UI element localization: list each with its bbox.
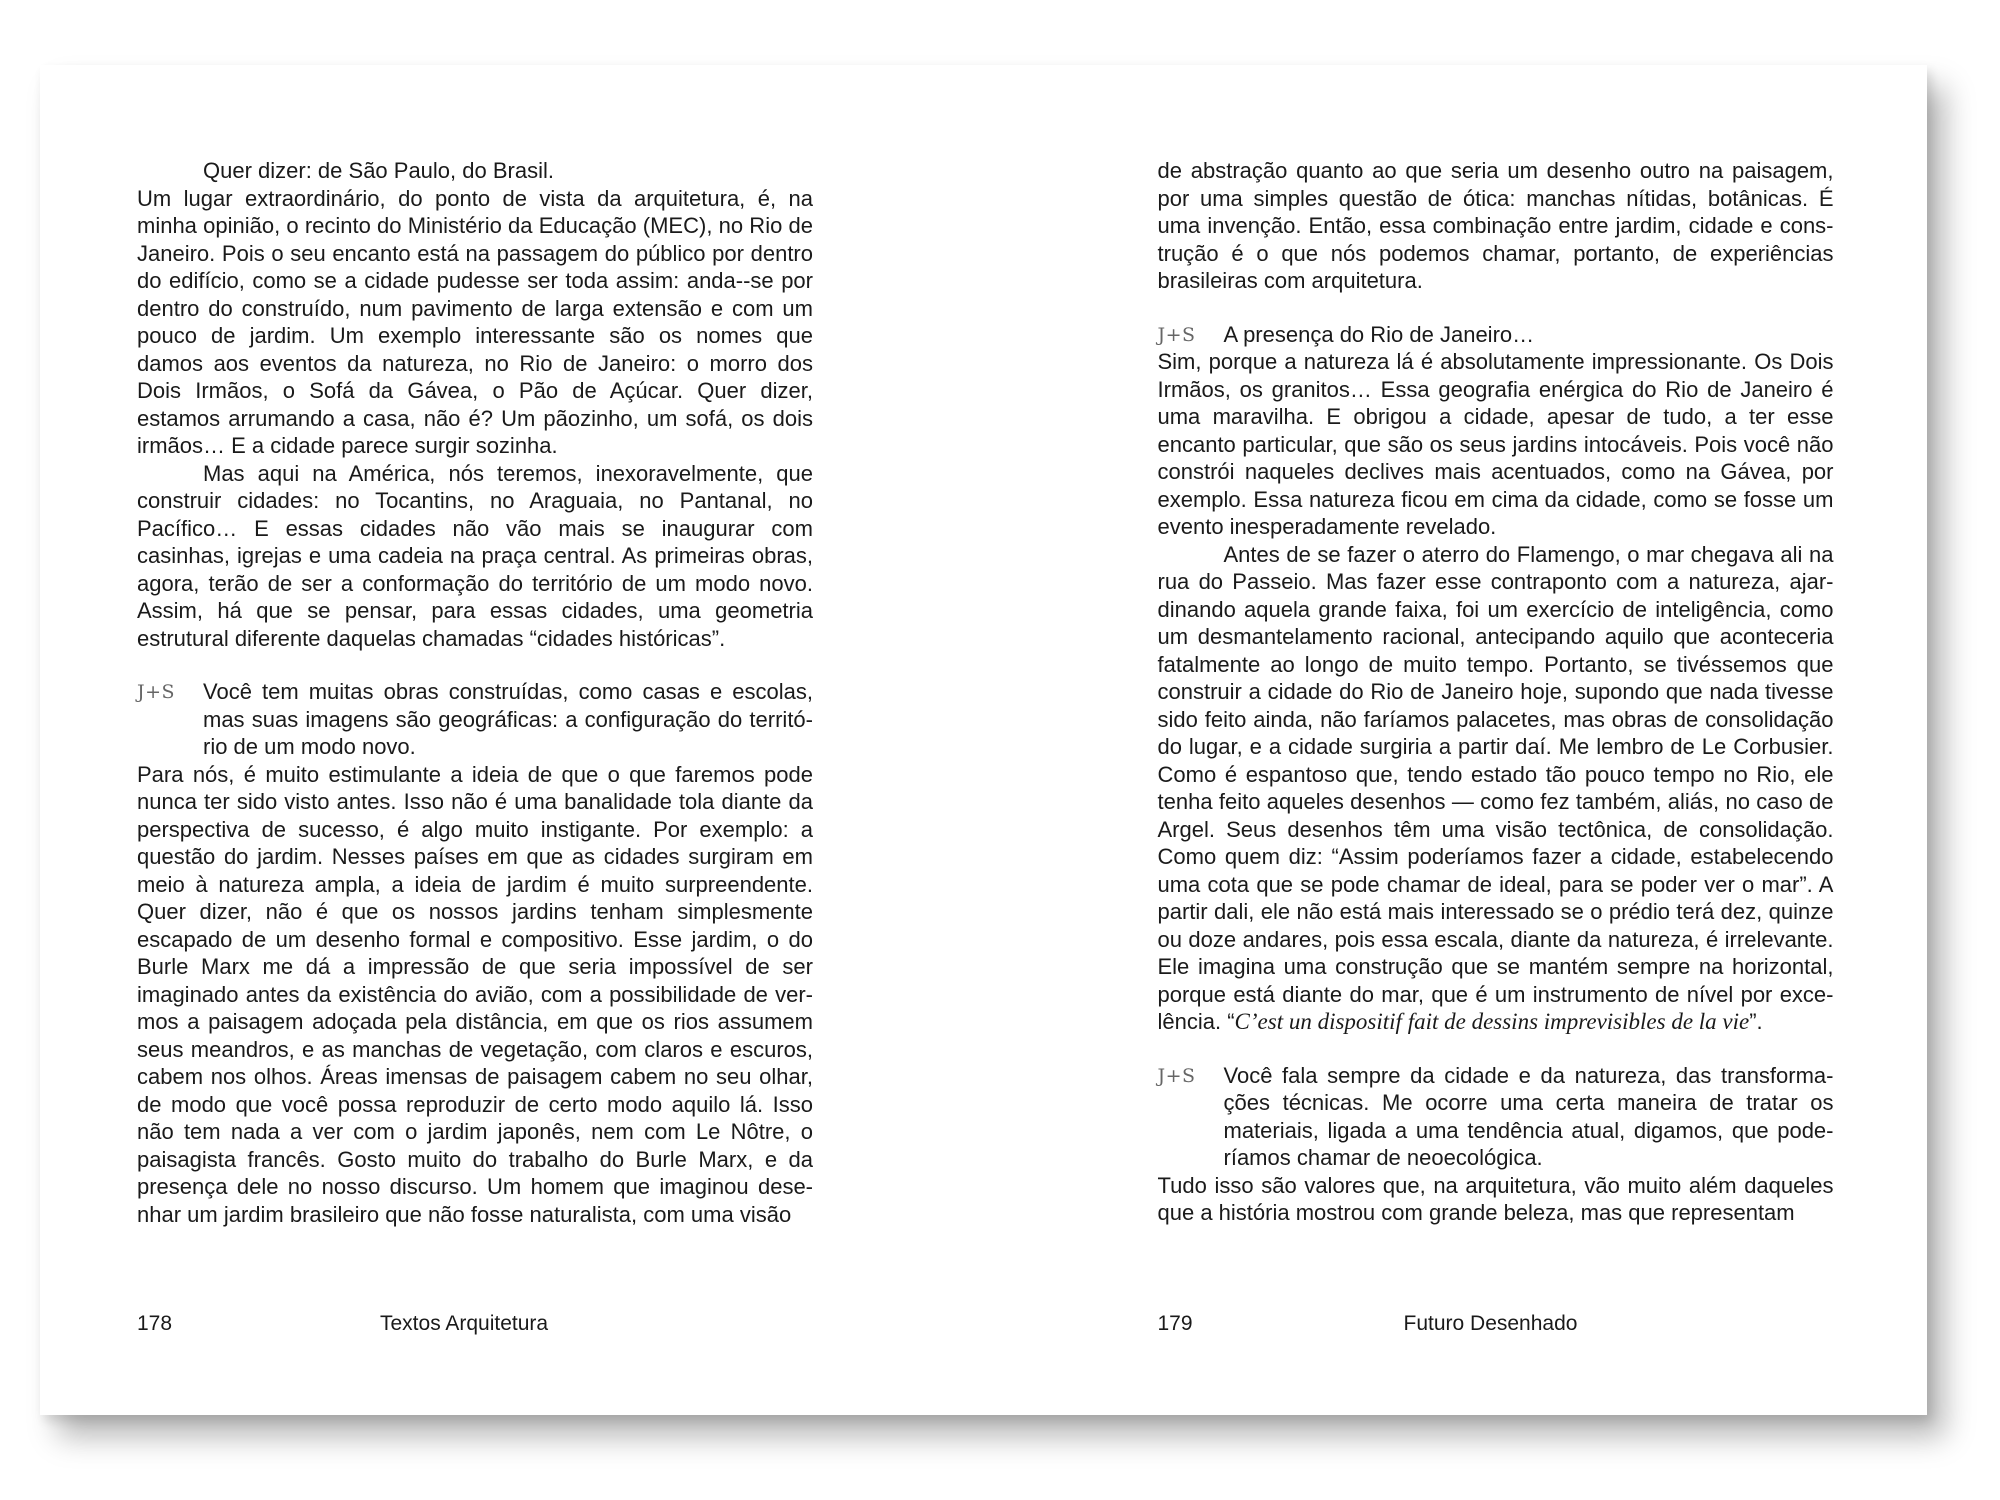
- paragraph: Para nós, é muito estimulante a ideia de que o que faremos pode nunca ter sido visto antes. Isso não é uma banalidade tola diante da perspectiva de sucesso, é algo muito instigante. Por exemplo: a questão do jardim. Nesses países em que as cidades surgiram em meio à natureza ampla, a ideia de jardim é muito surpreendente. Quer dizer, não é que os nossos jardins tenham simplesmente escapado de um desenho formal e compositivo. Esse jardim, o do Burle Marx me dá a impressão de que seria impossível de ser imaginado antes da existência do avião, com a possibilidade de ver-mos a paisagem adoçada pela distância, em que os rios assumem seus meandros, e as manchas de vegetação, com claros e escuros, cabem nos olhos. Áreas imensas de paisagem cabem no seu olhar, de modo que você possa reproduzir de certo modo aquilo lá. Isso não tem nada a ver com o jardim japonês, nem com Le Nôtre, o paisagista francês. Gosto muito do trabalho do Burle Marx, e da presença dele no nosso discurso. Um homem que imaginou dese-nhar um jardim brasileiro que não fosse naturalista, com uma visão: [137, 761, 813, 1227]
- paragraph: de abstração quanto ao que seria um desenho outro na paisagem, por uma simples questão de ótica: manchas nítidas, botânicas. É uma invenção. Então, essa combinação entre jardim, cidade e cons-trução é o que nós podemos chamar, portanto, de experiências brasileiras com arquitetura.: [1157, 158, 1834, 293]
- italic-quote: C’est un dispositif fait de dessins imprevisibles de la vie: [1234, 1009, 1750, 1034]
- running-title: Textos Arquitetura: [380, 1312, 549, 1335]
- question-text: A presença do Rio de Janeiro…: [1223, 321, 1535, 347]
- paragraph-gap: [1158, 295, 1834, 321]
- paragraph-gap: [1158, 1036, 1834, 1062]
- running-title: Futuro Desenhado: [1403, 1312, 1578, 1335]
- right-page: [984, 65, 1928, 1415]
- interviewer-marker: J+S: [1157, 323, 1196, 346]
- paragraph: Quer dizer: de São Paulo, do Brasil.: [203, 158, 554, 183]
- paragraph: [1158, 541, 1834, 1036]
- page-number: 178: [137, 1312, 173, 1335]
- quote-close: ”.: [1749, 1009, 1763, 1034]
- interviewer-question: [137, 678, 813, 761]
- left-page-body: [137, 157, 813, 1228]
- paragraph: Tudo isso são valores que, na arquitetura, vão muito além daqueles que a história mostrou com grande beleza, mas que representam: [1157, 1172, 1834, 1225]
- quote-open: “: [1227, 1009, 1235, 1034]
- paragraph-gap: [137, 652, 813, 678]
- paragraph: Mas aqui na América, nós teremos, inexoravelmente, que construir cidades: no Tocantins, no Araguaia, no Pantanal, no Pacífico… E essas cidades não vão mais se inaugurar com casinhas, igrejas e uma cadeia na praça central. As primeiras obras, agora, terão de ser a conformação do território de um modo novo. Assim, há que se pensar, para essas cidades, uma geometria estrutural diferente daquelas chamadas “cidades históricas”.: [137, 460, 813, 651]
- paragraph: Um lugar extraordinário, do ponto de vista da arquitetura, é, na minha opinião, o recinto do Ministério da Educação (MEC), no Rio de Janeiro. Pois o seu encanto está na passagem do público por dentro do edifício, como se a cidade pudesse ser toda assim: anda--se por dentro do construído, num pavimento de larga extensão e com um pouco de jardim. Um exemplo interessante são os nomes que damos aos eventos da natureza, no Rio de Janeiro: o morro dos Dois Irmãos, o Sofá da Gávea, o Pão de Açúcar. Quer dizer, estamos arrumando a casa, não é? Um pãozinho, um sofá, os dois irmãos… E a cidade parece surgir sozinha.: [137, 185, 813, 458]
- interviewer-marker: J+S: [137, 681, 176, 703]
- right-page-body: [1158, 157, 1834, 1227]
- interviewer-question: [1158, 1062, 1834, 1172]
- paragraph-text: Antes de se fazer o aterro do Flamengo, o mar chegava ali na rua do Passeio. Mas fazer esse contraponto com a natureza, ajar-dinando aquela grande faixa, foi um exercício de inteligência, como um desmantelamento racional, antecipando aquilo que aconteceria fatalmente ao longo de muito tempo. Portanto, se tivéssemos que construir a cidade do Rio de Janeiro hoje, supondo que nada tivesse sido feito ainda, não faríamos palacetes, mas obras de consolidação do lugar, e a cidade surgiria a partir daí. Me lembro de Le Corbusier. Como é espantoso que, tendo estado tão pouco tempo no Rio, ele tenha feito aqueles desenhos — como fez também, aliás, no caso de Argel. Seus desenhos têm uma visão tectônica, de consolidação. Como quem diz: “Assim poderíamos fazer a cidade, estabelecendo uma cota que se pode chamar de ideal, para se poder ver o mar”. A partir dali, ele não está mais interessado se o prédio terá dez, quinze ou doze andares, pois essa escala, diante da natureza, é irrelevante. Ele imagina uma construção que se mantém sempre na horizontal, porque está diante do mar, que é um instrumento de nível por exce-lência.: [1157, 541, 1834, 1034]
- question-text: Você tem muitas obras construídas, como casas e escolas, mas suas imagens são geográficas: a configuração do territó-rio de um modo novo.: [203, 679, 813, 759]
- paragraph: Sim, porque a natureza lá é absolutamente impressionante. Os Dois Irmãos, os granitos… Essa geografia enérgica do Rio de Janeiro é uma maravilha. E obrigou a cidade, apesar de tudo, a ter esse encanto particular, que são os seus jardins intocáveis. Pois você não constrói naqueles declives mais acentuados, como na Gávea, por exemplo. Essa natureza ficou em cima da cidade, como se fosse um evento inesperadamente revelado.: [1157, 349, 1834, 539]
- question-text: Você fala sempre da cidade e da natureza, das transforma-ções técnicas. Me ocorre uma certa maneira de tratar os materiais, ligada a uma tendência atual, digamos, que pode-ríamos chamar de neoecológica.: [1223, 1062, 1834, 1170]
- book-spread: [40, 65, 1927, 1415]
- page-number: 179: [1157, 1312, 1193, 1335]
- interviewer-question: [1158, 321, 1834, 349]
- left-page: [40, 65, 984, 1415]
- interviewer-marker: J+S: [1157, 1064, 1196, 1087]
